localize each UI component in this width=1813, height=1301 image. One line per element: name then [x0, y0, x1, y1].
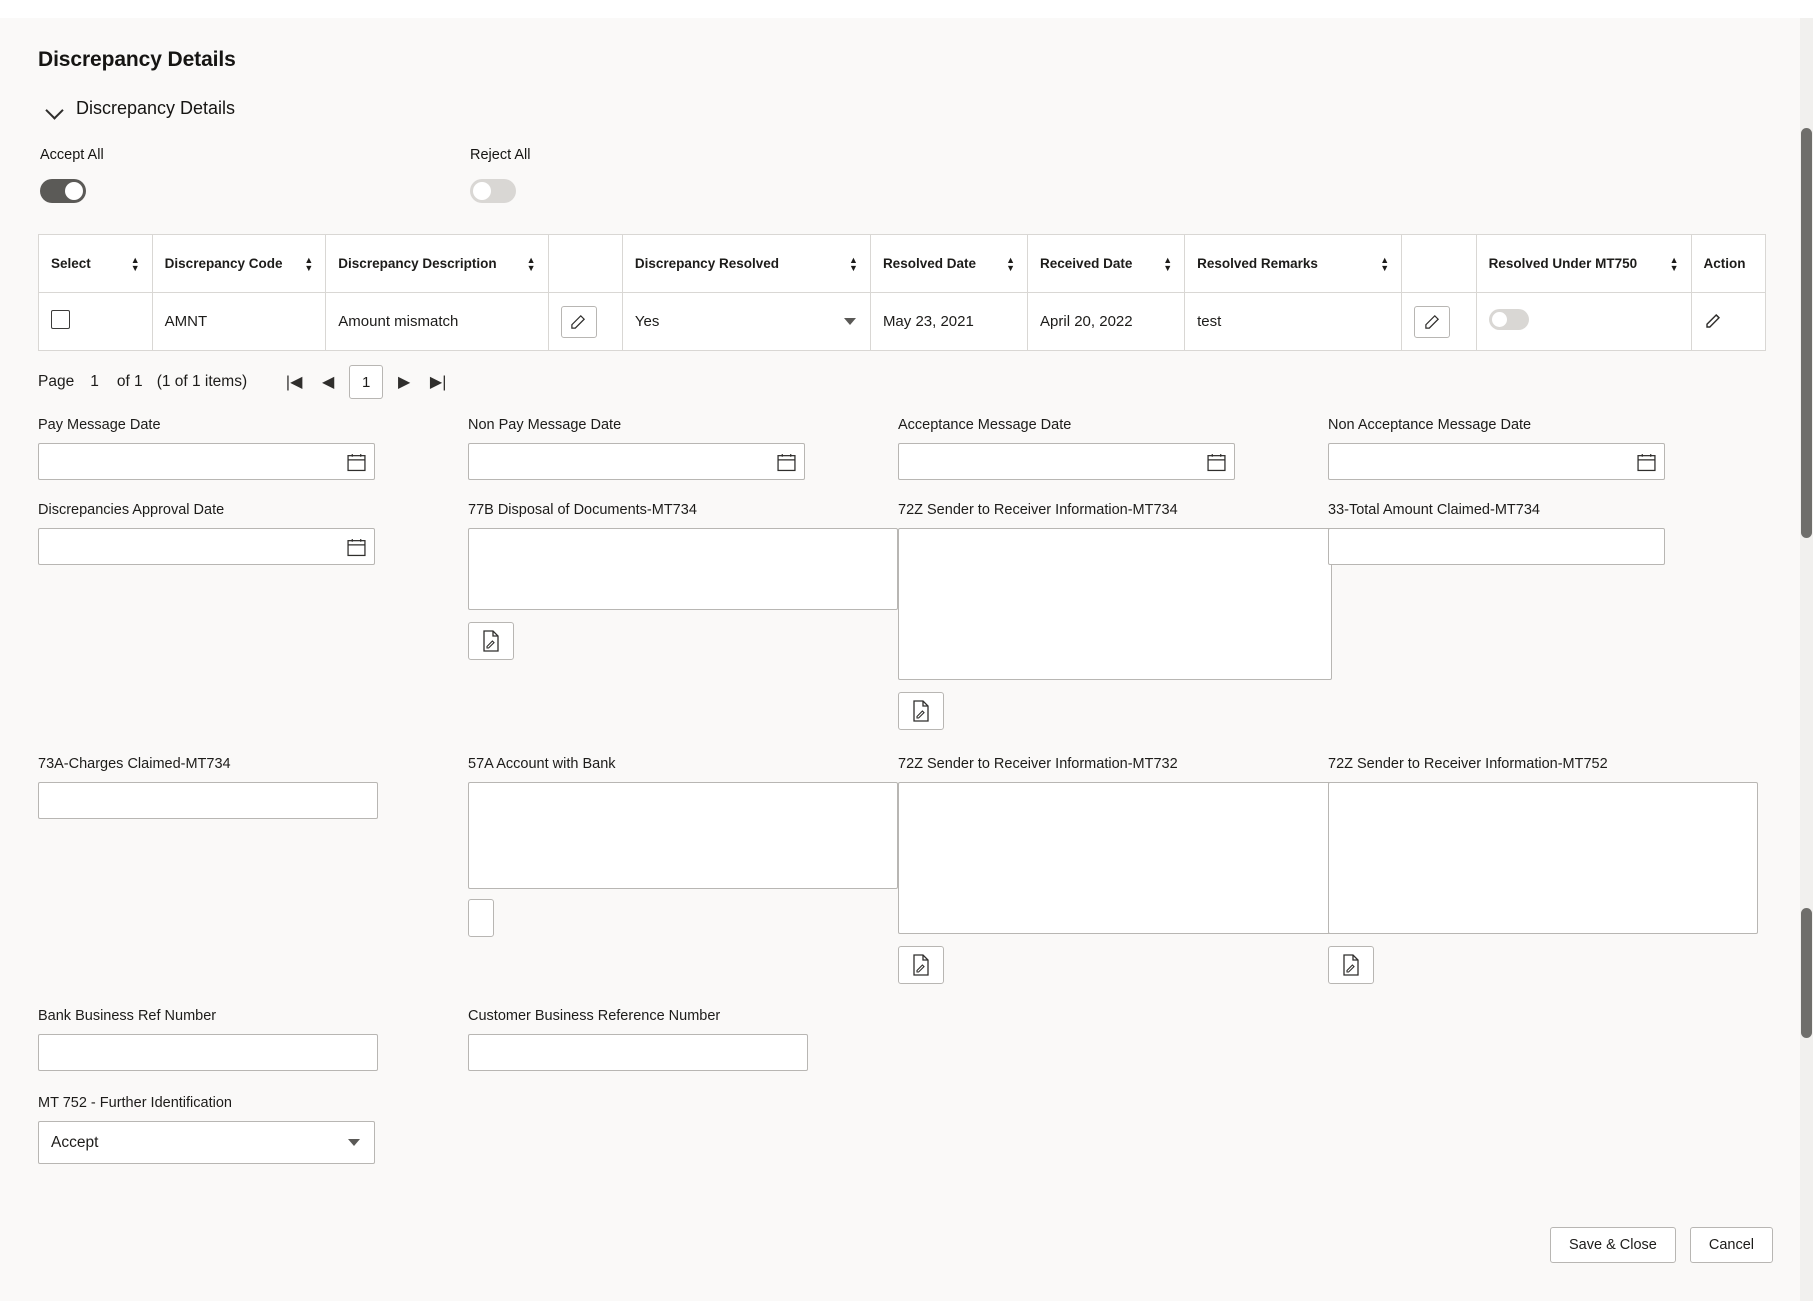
column-label: Discrepancy Description: [338, 255, 497, 271]
cell-resolved-date: May 23, 2021: [870, 293, 1027, 351]
column-header-resolved-under-mt750[interactable]: [1476, 235, 1691, 293]
discrepancies-approval-date-input[interactable]: [38, 528, 375, 565]
calendar-icon: [777, 452, 796, 471]
field-label: Customer Business Reference Number: [468, 1008, 721, 1024]
field-discrepancies-approval-date: [38, 502, 468, 730]
field-label: 73A-Charges Claimed-MT734: [38, 756, 231, 772]
sender-to-receiver-752-edit-icon[interactable]: [1328, 946, 1374, 984]
page-title: Discrepancy Details: [38, 48, 236, 71]
accept-all-block: [40, 147, 470, 208]
field-sender-to-receiver-752: [1328, 756, 1758, 984]
page-content: [0, 18, 1800, 1301]
sort-icon[interactable]: ▲ ▼: [526, 254, 536, 273]
form-row-dates: [38, 417, 1762, 480]
column-label: Received Date: [1040, 255, 1133, 271]
column-header-discrepancy-resolved[interactable]: [622, 235, 870, 293]
toggle-knob: [65, 182, 83, 200]
account-with-bank-textarea[interactable]: [468, 782, 898, 889]
calendar-icon: [347, 537, 366, 556]
reject-all-block: [470, 147, 900, 208]
field-label: 72Z Sender to Receiver Information-MT734: [898, 502, 1178, 518]
sort-icon[interactable]: ▲ ▼: [130, 254, 140, 273]
page-label: Page: [38, 373, 75, 390]
non-acceptance-message-date-input[interactable]: [1328, 443, 1665, 480]
resolved-value: Yes: [634, 313, 660, 330]
calendar-icon: [347, 452, 366, 471]
column-header-discrepancy-description[interactable]: [326, 235, 548, 293]
cell-description-edit: [548, 293, 622, 351]
column-header-discrepancy-code[interactable]: [152, 235, 326, 293]
column-label: Discrepancy Code: [164, 255, 283, 271]
non-pay-message-date-input[interactable]: [468, 443, 805, 480]
column-header-select[interactable]: [39, 235, 153, 293]
disposal-of-documents-textarea[interactable]: [468, 528, 898, 610]
section-header-discrepancy-details[interactable]: [46, 98, 1762, 119]
pay-message-date-input[interactable]: [38, 443, 375, 480]
section-title: Discrepancy Details: [76, 98, 236, 118]
sort-icon[interactable]: ▲ ▼: [304, 254, 314, 273]
column-header-description-edit: [548, 235, 622, 293]
chevron-down-icon[interactable]: [348, 1139, 360, 1146]
cell-resolved-under-mt750: [1476, 293, 1691, 351]
table-header-row: [39, 235, 1766, 293]
sender-to-receiver-734-textarea[interactable]: [898, 528, 1332, 680]
first-page-button[interactable]: |◀: [285, 374, 303, 391]
form-row-4: [38, 1008, 1762, 1071]
column-label: Resolved Under MT750: [1488, 255, 1638, 271]
cell-remarks-edit: [1402, 293, 1476, 351]
field-label: 57A Account with Bank: [468, 756, 616, 772]
pagination: [38, 365, 1762, 399]
edit-remarks-icon[interactable]: [1414, 306, 1450, 338]
footer-actions: [1550, 1227, 1773, 1263]
field-label: 33-Total Amount Claimed-MT734: [1328, 502, 1540, 518]
customer-business-ref-input[interactable]: [468, 1034, 808, 1071]
field-label: 72Z Sender to Receiver Information-MT732: [898, 756, 1178, 772]
toggles-row: [40, 147, 1762, 208]
sort-icon[interactable]: ▲ ▼: [1669, 254, 1679, 273]
column-label: Discrepancy Resolved: [634, 255, 779, 271]
column-header-remarks-edit: [1402, 235, 1476, 293]
field-total-amount-claimed: [1328, 502, 1758, 730]
scrollbar-thumb-secondary[interactable]: [1801, 908, 1812, 1038]
sort-icon[interactable]: ▲ ▼: [1006, 254, 1016, 273]
cell-discrepancy-resolved[interactable]: [622, 293, 870, 351]
account-with-bank-edit-icon[interactable]: [468, 899, 494, 937]
column-header-received-date[interactable]: [1028, 235, 1185, 293]
column-label: Action: [1703, 256, 1746, 271]
toggle-knob: [473, 182, 491, 200]
further-identification-value: Accept: [51, 1133, 99, 1151]
items-count-label: (1 of 1 items): [156, 373, 248, 390]
discrepancy-table: [38, 234, 1766, 351]
charges-claimed-input[interactable]: [38, 782, 378, 819]
field-non-pay-message-date: [468, 417, 898, 480]
field-non-acceptance-message-date: [1328, 417, 1758, 480]
cell-received-date: April 20, 2022: [1028, 293, 1185, 351]
previous-page-button[interactable]: ◀: [321, 374, 335, 391]
last-page-button[interactable]: ▶|: [429, 374, 447, 391]
further-identification-select[interactable]: [38, 1121, 375, 1164]
column-header-resolved-date[interactable]: [870, 235, 1027, 293]
form-row-2: [38, 502, 1762, 730]
sender-to-receiver-734-edit-icon[interactable]: [898, 692, 944, 730]
column-header-action: [1691, 235, 1765, 293]
edit-description-icon[interactable]: [561, 306, 597, 338]
field-label: Discrepancies Approval Date: [38, 502, 225, 518]
accept-all-label: Accept All: [40, 147, 104, 163]
window-top-strip: [0, 0, 1813, 18]
sender-to-receiver-752-textarea[interactable]: [1328, 782, 1758, 934]
table-row: [39, 293, 1766, 351]
field-acceptance-message-date: [898, 417, 1328, 480]
field-label: 77B Disposal of Documents-MT734: [468, 502, 697, 518]
field-label: Bank Business Ref Number: [38, 1008, 217, 1024]
field-pay-message-date: [38, 417, 468, 480]
toggle-knob: [1492, 312, 1507, 327]
scrollbar-track[interactable]: [1800, 18, 1813, 1301]
cell-select: [39, 293, 153, 351]
cell-discrepancy-description: Amount mismatch: [326, 293, 548, 351]
chevron-down-icon[interactable]: [844, 318, 856, 325]
sort-icon[interactable]: ▲ ▼: [849, 254, 858, 273]
cell-action: [1691, 293, 1765, 351]
form-row-5: [38, 1095, 1762, 1164]
disposal-of-documents-edit-icon[interactable]: [468, 622, 514, 660]
field-label: Non Pay Message Date: [468, 417, 622, 433]
save-and-close-button[interactable]: Save & Close: [1550, 1227, 1676, 1263]
row-select-checkbox[interactable]: [51, 310, 70, 329]
form: [38, 417, 1762, 1164]
field-sender-to-receiver-732: [898, 756, 1328, 984]
cell-discrepancy-code: AMNT: [152, 293, 326, 351]
form-row-3: [38, 756, 1762, 984]
calendar-icon: [1207, 452, 1226, 471]
edit-row-icon[interactable]: [1704, 317, 1724, 334]
cell-resolved-remarks: test: [1185, 293, 1402, 351]
current-page-button[interactable]: 1: [349, 365, 383, 399]
accept-all-toggle[interactable]: [40, 179, 86, 203]
field-account-with-bank: [468, 756, 898, 984]
field-sender-to-receiver-734: [898, 502, 1328, 730]
page-number: 1: [90, 373, 99, 390]
field-label: Pay Message Date: [38, 417, 161, 433]
sender-to-receiver-732-textarea[interactable]: [898, 782, 1332, 934]
bank-business-ref-input[interactable]: [38, 1034, 378, 1071]
resolved-under-mt750-toggle[interactable]: [1489, 309, 1529, 330]
field-label: Non Acceptance Message Date: [1328, 417, 1532, 433]
field-further-identification: [38, 1095, 468, 1164]
column-label: Resolved Remarks: [1197, 255, 1318, 271]
field-label: Acceptance Message Date: [898, 417, 1072, 433]
page-of-label: of 1: [116, 373, 143, 390]
column-header-resolved-remarks[interactable]: [1185, 235, 1402, 293]
field-label: 72Z Sender to Receiver Information-MT752: [1328, 756, 1608, 772]
calendar-icon: [1637, 452, 1656, 471]
field-customer-business-ref: [468, 1008, 898, 1071]
column-label: Select: [51, 255, 91, 271]
field-bank-business-ref: [38, 1008, 468, 1071]
acceptance-message-date-input[interactable]: [898, 443, 1235, 480]
field-disposal-of-documents: [468, 502, 898, 730]
sender-to-receiver-732-edit-icon[interactable]: [898, 946, 944, 984]
field-label: MT 752 - Further Identification: [38, 1095, 232, 1111]
chevron-down-icon[interactable]: [46, 100, 64, 118]
next-page-button[interactable]: ▶: [397, 374, 411, 391]
column-label: Resolved Date: [882, 255, 976, 271]
field-charges-claimed: [38, 756, 468, 984]
scrollbar-thumb[interactable]: [1801, 128, 1812, 538]
sort-icon[interactable]: ▲ ▼: [1163, 254, 1173, 273]
cancel-button[interactable]: Cancel: [1690, 1227, 1773, 1263]
reject-all-toggle[interactable]: [470, 179, 516, 203]
sort-icon[interactable]: ▲ ▼: [1380, 254, 1390, 273]
reject-all-label: Reject All: [470, 147, 531, 163]
total-amount-claimed-input[interactable]: [1328, 528, 1665, 565]
